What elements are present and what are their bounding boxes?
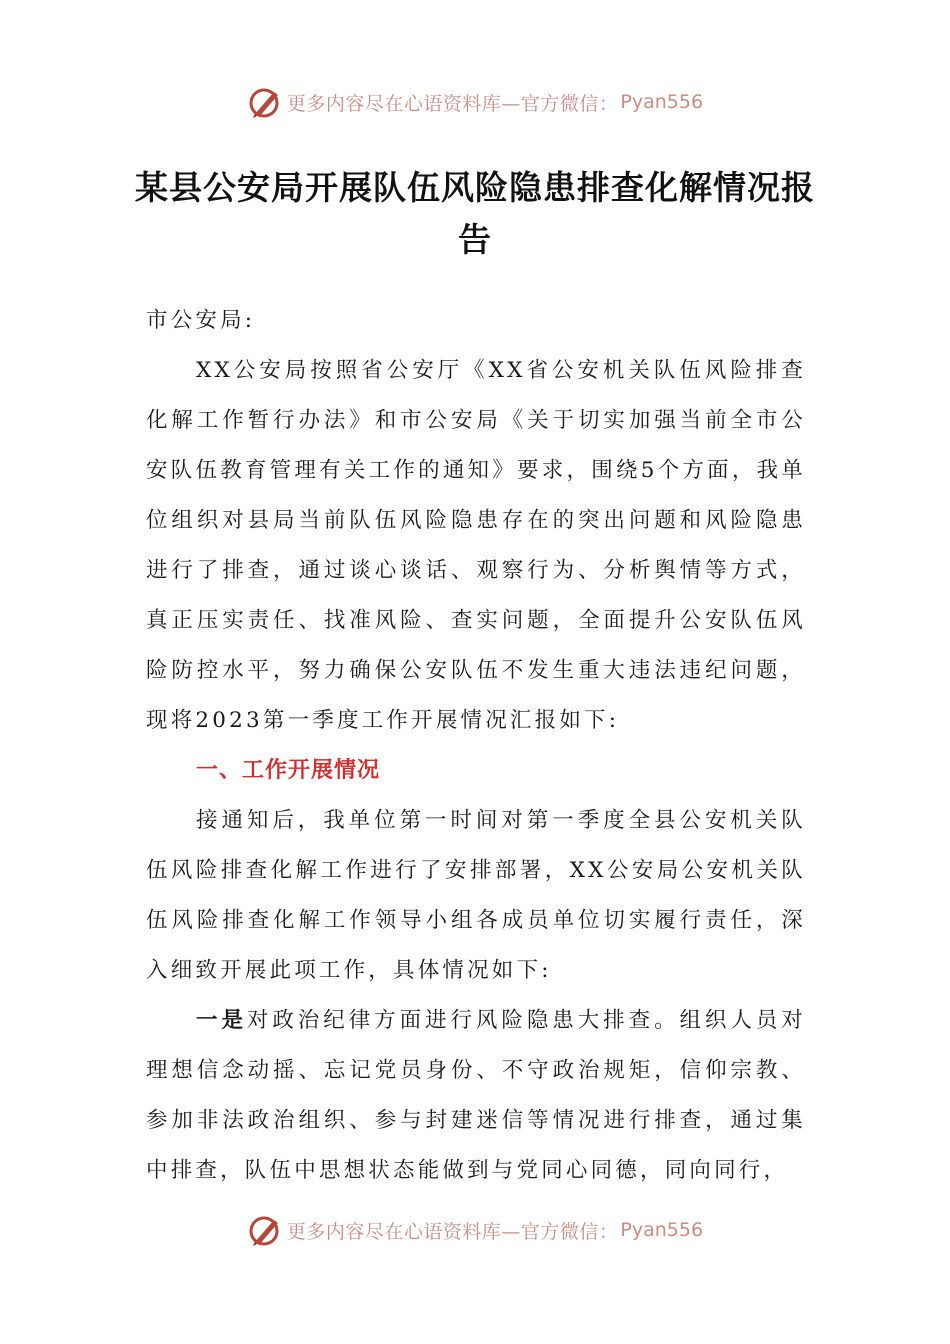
document-title: 某县公安局开展队伍风险隐患排查化解情况报告 <box>135 168 815 259</box>
intro-paragraph: XX公安局按照省公安厅《XX省公安机关队伍风险排查化解工作暂行办法》和市公安局《关于切实加强当前全市公安队伍教育管理有关工作的通知》要求，围绕5个方面，我单位组织对县局当前队伍风险隐患存在的突出问题和风险隐患进行了排查，通过谈心谈话、观察行为、分析舆情等方式，真正压实责任、找准风险、查实问题，全面提升公安队伍风险防控水平，努力确保公安队伍不发生重大违法违纪问题，现将2023第一季度工作开展情况汇报如下: <box>146 358 806 733</box>
watermark-wechat-id: Pyan556 <box>620 91 704 113</box>
watermark-footer <box>0 1210 950 1250</box>
watermark-text: 更多内容尽在心语资料库—官方微信： <box>286 1220 619 1243</box>
watermark-text: 更多内容尽在心语资料库—官方微信： <box>286 92 619 115</box>
section-paragraph: 接通知后，我单位第一时间对第一季度全县公安机关队伍风险排查化解工作进行了安排部署，XX公安局公安机关队伍风险排查化解工作领导小组各成员单位切实履行责任，深入细致开展此项工作，具体情况如下: <box>146 808 806 983</box>
item-text: 对政治纪律方面进行风险隐患大排查。组织人员对理想信念动摇、忘记党员身份、不守政治规矩，信仰宗教、参加非法政治组织、参与封建迷信等情况进行排查，通过集中排查，队伍中思想状态能做到与党同心同德，同向同行， <box>146 1008 807 1183</box>
watermark-wechat-id: Pyan556 <box>620 1219 704 1241</box>
pen-logo-icon <box>247 84 283 120</box>
salutation: 市公安局: <box>146 308 256 333</box>
pen-logo-icon <box>247 1212 283 1248</box>
document-body <box>146 296 806 1196</box>
item-paragraph <box>146 996 806 1196</box>
item-lead: 一是 <box>196 1008 247 1033</box>
section-heading: 一、工作开展情况 <box>196 758 381 783</box>
watermark-header <box>0 82 950 122</box>
